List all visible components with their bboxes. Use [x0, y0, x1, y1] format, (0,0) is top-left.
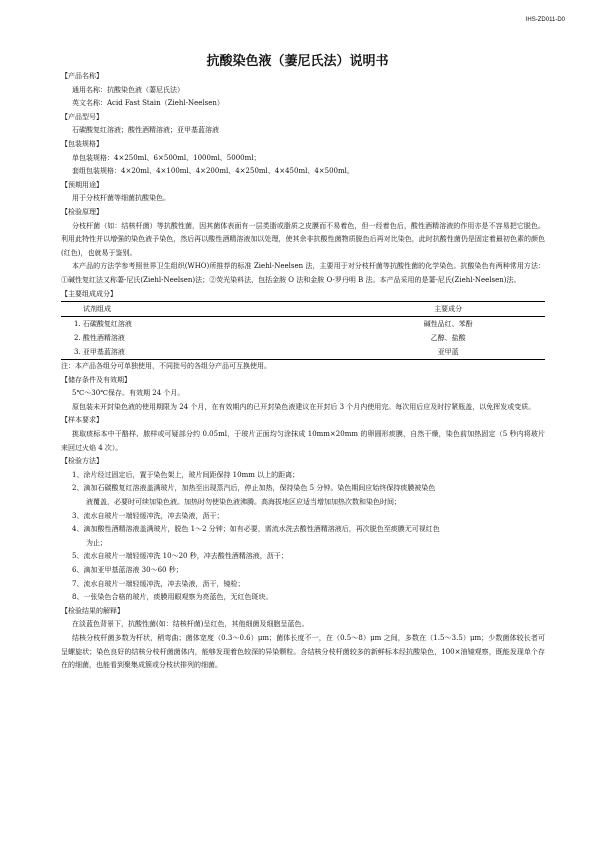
method-step-5: 5、流水自玻片一端轻缓冲洗 10～20 秒，冲去酸性酒精溶液，沥干； [72, 552, 288, 561]
method-step-2: 2、滴加石碳酸复红溶液盖满玻片，加热至出现蒸汽后，停止加热，保持染色 5 分钟。染色期间应始终保持痰膜被染色 [72, 484, 436, 493]
method-step-1: 1、涂片经过固定后，置于染色架上，玻片间距保持 10mm 以上的距离； [72, 470, 300, 479]
document-code: IHS-ZD011-D0 [525, 17, 565, 23]
section-heading-sample: 【样本要求】 [61, 416, 103, 425]
composition-table [61, 301, 545, 360]
column-header-reagent: 试剂组成 [61, 302, 351, 317]
interpretation-paragraph-2: 结核分枝杆菌多数为杆状，稍弯曲；菌体宽度（0.3～0.6）μm；菌体长度不一，在（0.5～8）μm 之间，多数在（1.5～3.5）μm；少数菌体较长者可呈螺旋状；染色良好的结核分枝杆菌菌体内，能够发现着色较深的异染颗粒。含结核分枝杆菌较多的新鲜标本经抗酸染色，100×油镜观察，既能发现单个存在的细菌，也能看到聚集成簇或分枝状排列的细菌。 [61, 633, 545, 670]
method-step-4: 4、滴加酸性酒精溶液盖满玻片，脱色 1～2 分钟；如有必要，需流水洗去酸性酒精溶液后，再次脱色至痰膜无可视红色 [72, 525, 440, 534]
storage-line: 5℃～30℃保存。有效期 24 个月。 [72, 389, 185, 398]
column-header-ingredient: 主要成分 [351, 302, 545, 317]
method-step-8: 8、一张染色合格的玻片，痰膜用眼观察为亮蓝色，无红色斑块。 [72, 593, 273, 602]
method-step-6: 6、滴加亚甲基蓝溶液 30～60 秒； [72, 566, 183, 574]
section-heading-interpretation: 【检验结果的解释】 [61, 606, 124, 615]
interpretation-paragraph-1: 在淡蓝色背景下，抗酸性菌(如：结核杆菌)呈红色，其他细菌及细胞呈蓝色。 [72, 620, 309, 629]
composition-note: 注：本产品各组分可单独使用，不同批号的各组分产品可互换使用。 [61, 362, 271, 371]
use-line: 用于分枝杆菌等细菌抗酸染色。 [72, 194, 170, 203]
reagent-ingredient: 碱性品红、苯酚 [423, 320, 473, 329]
reagent-name: 3. 亚甲基蓝溶液 [61, 345, 351, 360]
reagent-ingredient: 亚甲蓝 [351, 345, 545, 360]
reagent-ingredient: 乙醇、盐酸 [430, 334, 466, 343]
table-row [61, 345, 545, 360]
storage-paragraph: 原包装未开封染色液的使用期限为 24 个月，在有效期内的已开封染色液建议在开封后 3 个月内使用完。每次用后应及时拧紧瓶盖，以免挥发或变质。 [72, 402, 536, 411]
model-line: 石碳酸复红溶液；酸性酒精溶液；亚甲基蓝溶液 [72, 126, 219, 135]
table-header-row [61, 302, 545, 317]
english-name-line: 英文名称：Acid Fast Stain（Ziehl-Neelsen） [72, 99, 224, 108]
reagent-name: 2. 酸性酒精溶液 [74, 334, 125, 343]
method-step-4-continued: 为止； [86, 538, 107, 547]
page-title: 抗酸染色液（萋尼氏法）说明书 [206, 54, 389, 69]
section-heading-principle: 【检验原理】 [61, 207, 103, 216]
reagent-name: 1. 石碳酸复红溶液 [74, 320, 132, 329]
table-row [61, 331, 545, 345]
section-heading-composition: 【主要组成成分】 [61, 289, 117, 298]
method-step-2-continued: 液覆盖，必要时可续加染色液。加热时勿使染色液沸腾。高海拔地区应适当增加加热次数和染色时间； [86, 498, 401, 507]
method-step-3: 3、流水自玻片一端轻缓冲洗，冲去染液，沥干； [72, 511, 224, 520]
single-package-line: 单包装规格：4×250ml、6×500ml、1000ml、5000ml； [72, 153, 261, 162]
document-body [61, 70, 545, 673]
section-heading-storage: 【储存条件及有效期】 [61, 375, 131, 384]
sample-paragraph: 挑取痰标本中干酪样、脓样或可疑部分约 0.05ml，于玻片正面均匀涂抹成 10mm×20mm 的卵圆形痰膜，自然干燥，染色前加热固定（5 秒内将玻片来回过火焰 4 次）。 [61, 430, 545, 452]
table-row [61, 317, 545, 332]
section-heading-package: 【包装规格】 [61, 139, 103, 148]
method-step-7: 7、流水自玻片一端轻缓冲洗，冲去染液，沥干，镜检； [72, 579, 245, 588]
principle-paragraph-1: 分枝杆菌（如：结核杆菌）等抗酸性菌，因其菌体表面有一层类脂或脂质之皮膜而不易着色，但一经着色后，酸性酒精溶液的作用亦是不容易把它脱色。利用此特性并以增强的染色液予染色，然后再以酸性酒精溶液加以处理，使其余非抗酸性菌物质脱色后再对比染色，此时抗酸性菌仍是固定着最初色素的颜色(红色)，也就易于鉴别。 [61, 221, 545, 257]
kit-package-line: 套组包装规格：4×20ml、4×100ml、4×200ml、4×250ml、4×450ml、4×500ml。 [72, 167, 354, 176]
principle-paragraph-2: 本产品的方法学参考照世界卫生组织(WHO)所推荐的标准 Ziehl-Neelsen 法，主要用于对分枝杆菌等抗酸性菌的化学染色。抗酸染色有两种常用方法：①碱性复红法又称萋-尼氏(Ziehl-Neelsen)法；②荧光染料法，包括金胺 O 法和金胺 O-罗丹明 B 法。本产品采用的是萋-尼氏(Ziehl-Neelsen)法。 [61, 262, 545, 284]
section-heading-name: 【产品名称】 [61, 72, 103, 80]
section-heading-method: 【检验方法】 [61, 457, 103, 466]
generic-name-line: 通用名称：抗酸染色液（萋尼氏法） [72, 85, 184, 94]
section-heading-model: 【产品型号】 [61, 112, 103, 121]
section-heading-use: 【预期用途】 [61, 180, 103, 189]
